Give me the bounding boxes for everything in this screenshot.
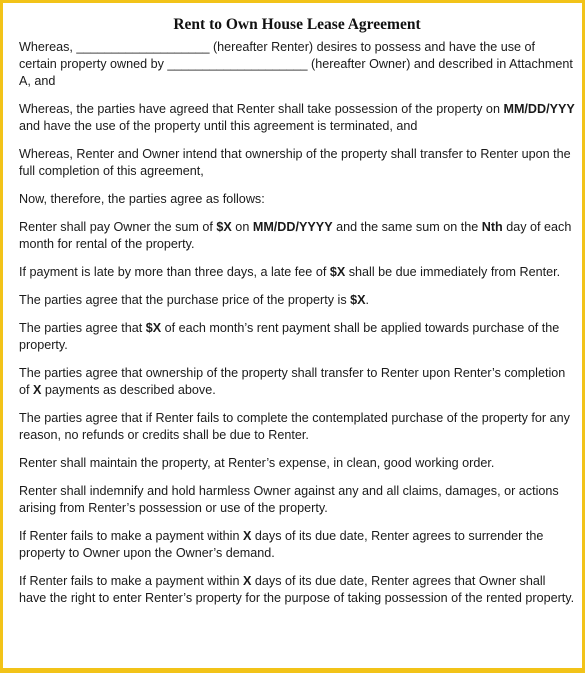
clause-paragraph bbox=[19, 455, 575, 472]
clause-paragraph bbox=[19, 410, 575, 444]
fill-in-blank: ___________________ bbox=[76, 40, 210, 54]
clause-text: If Renter fails to make a payment within bbox=[19, 529, 243, 543]
clause-paragraph bbox=[19, 101, 575, 135]
clause-paragraph bbox=[19, 39, 575, 90]
clause-text: Renter shall pay Owner the sum of bbox=[19, 220, 217, 234]
clause-paragraph bbox=[19, 483, 575, 517]
clause-text: days of its due date, Renter agrees that Owner shall have the right to enter Renter’s property for the purpose of taking possession of the rented property. bbox=[19, 574, 575, 605]
clause-text: and the same sum on the bbox=[332, 220, 482, 234]
clause-paragraph bbox=[19, 365, 575, 399]
placeholder-value: X bbox=[243, 574, 252, 588]
fill-in-blank: ____________________ bbox=[167, 57, 308, 71]
clause-text: If Renter fails to make a payment within bbox=[19, 574, 243, 588]
placeholder-value: $X bbox=[216, 220, 232, 234]
clause-paragraph bbox=[19, 320, 575, 354]
clause-text: of each month’s rent payment shall be applied towards purchase of the property. bbox=[19, 321, 560, 352]
placeholder-value: MM/DD/YYY bbox=[503, 102, 575, 116]
placeholder-value: $X bbox=[329, 265, 346, 279]
clause-text: (hereafter Renter) desires to possess and have the use of certain property owned by bbox=[19, 40, 536, 71]
document-title: Rent to Own House Lease Agreement bbox=[173, 16, 421, 33]
clause-text: The parties agree that if Renter fails to complete the contemplated purchase of the property for any reason, no refunds or credits shall be due to Renter. bbox=[19, 411, 570, 442]
placeholder-value: Nth bbox=[481, 220, 503, 234]
document-body bbox=[19, 39, 575, 607]
clause-paragraph bbox=[19, 146, 575, 180]
clause-text: Renter shall maintain the property, at Renter’s expense, in clean, good working order. bbox=[19, 456, 495, 470]
clause-text: The parties agree that the purchase price of the property is bbox=[19, 293, 351, 307]
clause-text: days of its due date, Renter agrees to surrender the property to Owner upon the Owner’s demand. bbox=[19, 529, 544, 560]
clause-text: Whereas, the parties have agreed that Renter shall take possession of the property on bbox=[19, 102, 504, 116]
placeholder-value: $X bbox=[350, 293, 366, 307]
placeholder-value: X bbox=[243, 529, 252, 543]
clause-text: payments as described above. bbox=[41, 383, 216, 397]
clause-text: If payment is late by more than three days, a late fee of bbox=[19, 265, 330, 279]
placeholder-value: $X bbox=[145, 321, 162, 335]
clause-paragraph bbox=[19, 219, 575, 253]
clause-text: Whereas, Renter and Owner intend that ownership of the property shall transfer to Renter upon the full completion of this agreement, bbox=[19, 147, 571, 178]
clause-text: day of each month for rental of the property. bbox=[19, 220, 572, 251]
clause-text: and have the use of the property until this agreement is terminated, and bbox=[19, 119, 418, 133]
clause-paragraph bbox=[19, 573, 575, 607]
clause-text: on bbox=[231, 220, 253, 234]
clause-text: The parties agree that bbox=[19, 321, 146, 335]
clause-text: The parties agree that ownership of the property shall transfer to Renter upon Renter’s completion of bbox=[19, 366, 566, 397]
clause-paragraph bbox=[19, 292, 575, 309]
clause-text: . bbox=[365, 293, 370, 307]
clause-paragraph bbox=[19, 191, 575, 208]
document-page bbox=[19, 15, 575, 618]
clause-paragraph bbox=[19, 528, 575, 562]
clause-text: Whereas, bbox=[19, 40, 77, 54]
placeholder-value: MM/DD/YYYY bbox=[252, 220, 333, 234]
placeholder-value: X bbox=[33, 383, 42, 397]
clause-text: (hereafter Owner) and described in Attachment A, and bbox=[19, 57, 573, 88]
clause-text: Now, therefore, the parties agree as follows: bbox=[19, 192, 265, 206]
clause-paragraph bbox=[19, 264, 575, 281]
clause-text: shall be due immediately from Renter. bbox=[345, 265, 561, 279]
clause-text: Renter shall indemnify and hold harmless Owner against any and all claims, damages, or actions arising from Renter’s possession or use of the property. bbox=[19, 484, 559, 515]
